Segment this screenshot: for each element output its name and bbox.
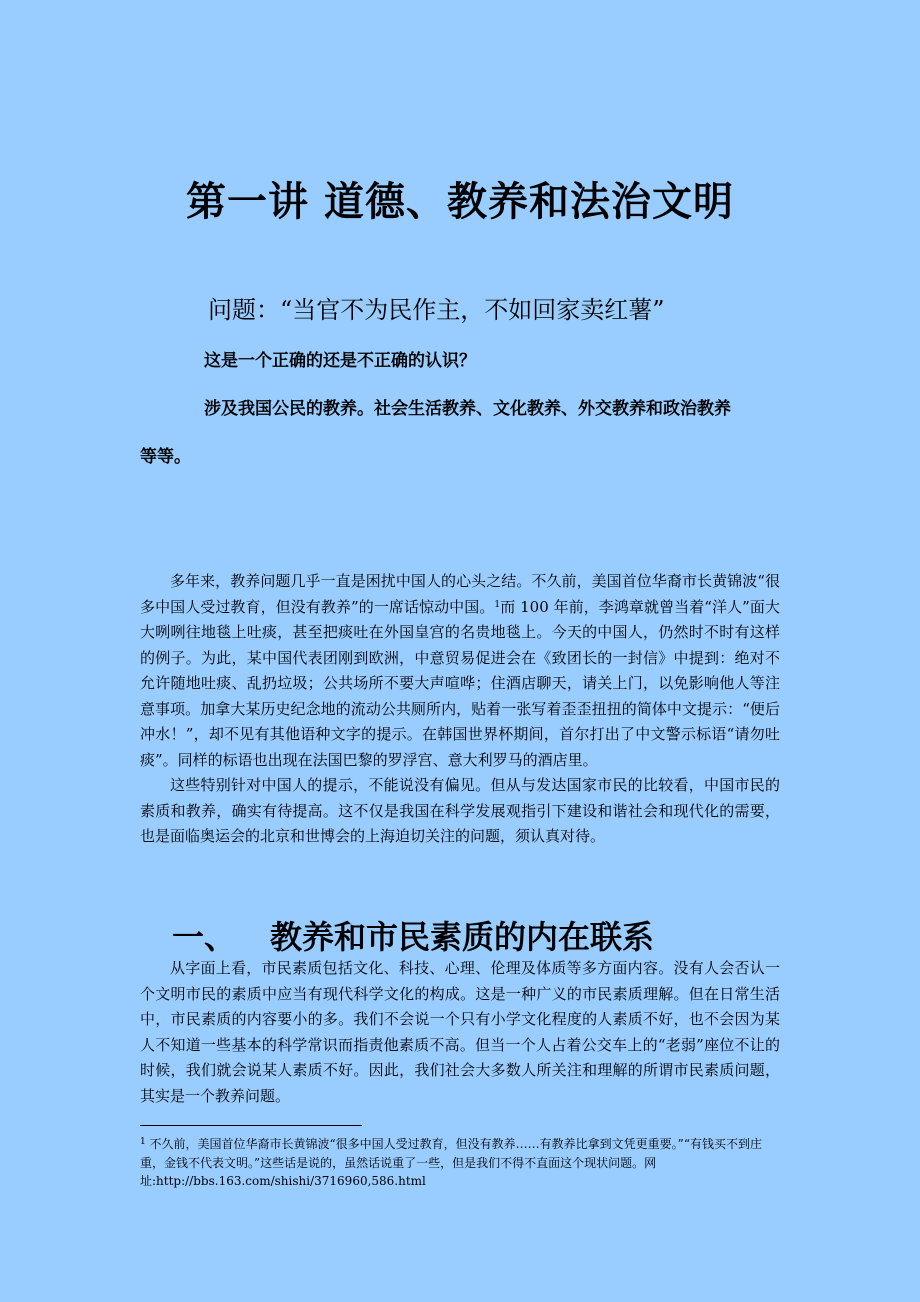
intro-paragraph-2: 这些特别针对中国人的提示，不能说没有偏见。但从与发达国家市民的比较看，中国市民的素质和教养，确实有待提高。这不仅是我国在科学发展观指引下建设和谐社会和现代化的需要，也是面临奥运会的北京和世博会的上海迫切关注的问题，须认真对待。 <box>140 776 780 845</box>
footnote <box>140 1135 785 1191</box>
section-title: 教养和市民素质的内在联系 <box>270 918 655 956</box>
footnote-divider <box>140 1125 362 1126</box>
section-heading <box>172 912 654 958</box>
scope-line-cont: 等等。 <box>140 447 191 467</box>
intro-text <box>140 569 780 850</box>
question-subline: 这是一个正确的还是不正确的认识？ <box>204 351 476 371</box>
intro-paragraph-1: 多年来，教养问题几乎一直是困扰中国人的心头之结。不久前，美国首位华裔市长黄锦波“很多中国人受过教育，但没有教养”的一席话惊动中国。$^1$而 100 年前，李鸿章就曾当着“洋人”面大大咧咧往地毯上吐痰，甚至把痰吐在外国皇宫的名贵地毯上。今天的中国人，仍然时不时有这样的例子。为此，某中国代表团刚到欧洲，中意贸易促进会在《致团长的一封信》中提到：绝对不允许随地吐痰、乱扔垃圾；公共场所不要大声喧哗；住酒店聊天，请关上门，以免影响他人等注意事项。加拿大某历史纪念地的流动公共厕所内，贴着一张写着歪歪扭扭的简体中文提示：“便后冲水！”，却不见有其他语种文字的提示。在韩国世界杯期间，首尔打出了中文警示标语“请勿吐痰”。同样的标语也出现在法国巴黎的罗浮宫、意大利罗马的酒店里。 <box>140 572 780 769</box>
footnote-marker: 1 <box>140 1137 146 1147</box>
footnote-text: 不久前，美国首位华裔市长黄锦波“很多中国人受过教育，但没有教养……有教养比拿到文凭更重要。”“有钱买不到庄重，金钱不代表文明。”这些话是说的，虽然话说重了一些，但是我们不得不直面这个现状问题。网址:http://bbs.163.com/shishi/3716960,586.html <box>140 1137 762 1188</box>
scope-line: 涉及我国公民的教养。社会生活教养、文化教养、外交教养和政治教养 <box>204 399 731 419</box>
section-paragraph-1: 从字面上看，市民素质包括文化、科技、心理、伦理及体质等多方面内容。没有人会否认一个文明市民的素质中应当有现代科学文化的构成。这是一种广义的市民素质理解。但在日常生活中，市民素质的内容要小的多。我们不会说一个只有小学文化程度的人素质不好，也不会因为某人不知道一些基本的科学常识而指责他素质不高。但当一个人占着公交车上的“老弱”座位不让的时候，我们就会说某人素质不好。因此，我们社会大多数人所关注和理解的所谓市民素质问题，其实是一个教养问题。 <box>140 959 780 1105</box>
question-line: 问题：“当官不为民作主，不如回家卖红薯” <box>208 296 665 324</box>
page-title: 第一讲 道德、教养和法治文明 <box>186 179 734 225</box>
section-text <box>140 956 780 1109</box>
footnote-ref[interactable]: 1 <box>494 599 501 610</box>
section-number: 一、 <box>172 918 237 956</box>
